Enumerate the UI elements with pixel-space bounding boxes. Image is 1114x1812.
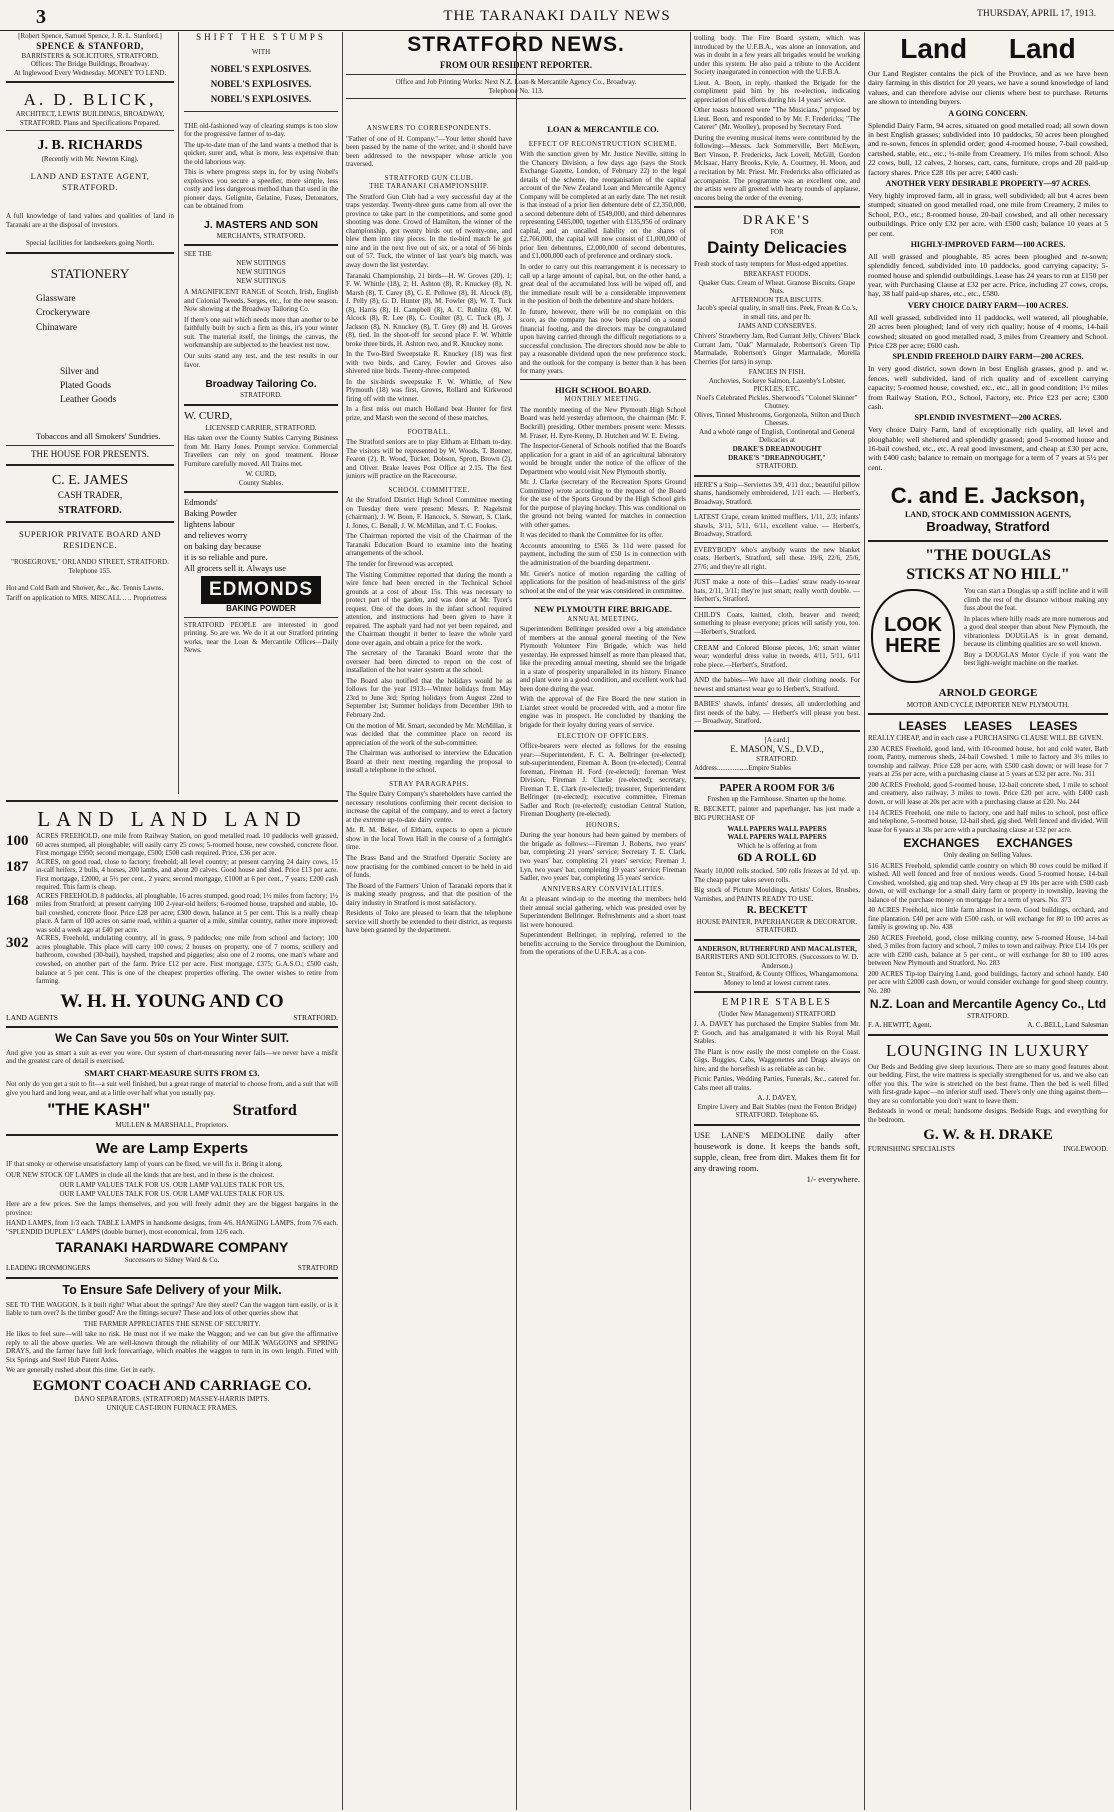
- a97-p: Very highly improved farm, all in grass, well subdivided; all but 4 acres been stumped; situated on good metalled road, one mile from Creamery, 2 miles to School, P.O., etc.; 8-roomed house, 20-bail cowshed, and all other necessary outbuildings. Price only £32 per acre, with £500 cash; balance 10 years at 5 per cent.: [868, 190, 1108, 238]
- milk-foot2: UNIQUE CAST-IRON FURNACE FRAMES.: [106, 1403, 238, 1412]
- masthead: [0, 0, 1114, 31]
- edmonds-line: and relieves worry: [184, 529, 248, 540]
- fire-cont-p1: trolling body. The Fire Board system, which was introduced by the U.F.B.A., was alone an innovation, and was in doubt in a few years all brigades would be working under this system. He also paid a tribute to the Accident Society inaugurated in connection with the U.F.B.A.: [694, 34, 860, 77]
- kash-bold: SMART CHART-MEASURE SUITS FROM £3.: [84, 1067, 260, 1078]
- bottom-p: Superintendent Bellringer, in replying, referred to the benefits accruing to the Service throughout the Dominion, from the operations of the U.F.B.A. as a con-: [520, 931, 686, 957]
- mason-addr: Address..................Empire Stables: [694, 764, 792, 772]
- land-acreage: 100: [6, 833, 29, 850]
- nz-agent: F. A. HEWITT, Agent.: [868, 1020, 932, 1029]
- egmont-name: EGMONT COACH AND CARRIAGE CO.: [32, 1377, 312, 1394]
- gun-p5: In a first miss out match Holland beat Hunter for first prize, and Marsh won the second of these matches.: [346, 405, 512, 422]
- luxury-p1: Our Beds and Bedding give sleep luxurious. There are so many good features about our bedding. First, the wire mattress is specially strengthened for us, and we also can offer you this. The wire is stretched on the best frame. Then the bed is well filled with first-grade kapoc—no inferior stuff used. There's only one thing against them—they are so comfortable you don't want to leave them.: [868, 1062, 1108, 1105]
- stratford-sub: FROM OUR RESIDENT REPORTER.: [439, 60, 593, 71]
- herbert-ad: HERE'S a Snip—Serviettes 3/9, 4/11 doz.; beautiful pillow shams, handsomely embroidered, 1/11 each. — Herbert's, Broadway, Stratford.: [694, 480, 860, 506]
- loan-head: LOAN & MERCANTILE CO.: [547, 124, 659, 134]
- edmonds-line: All grocers sell it. Always use: [184, 562, 286, 573]
- goods-item: Plated Goods: [60, 381, 111, 392]
- edmonds-line: it is so reliable and pure.: [184, 551, 268, 562]
- nz-name: N.Z. Loan and Mercantile Agency Co., Ltd: [869, 997, 1107, 1012]
- column-3: [346, 124, 512, 937]
- land-title: LAND LAND LAND: [37, 807, 307, 831]
- beckett-name: R. BECKETT: [746, 905, 808, 917]
- lamp-headline: We are Lamp Experts: [95, 1139, 249, 1157]
- lamp-talk: OUR LAMP VALUES TALK FOR US. OUR LAMP VALUES TALK FOR US.: [59, 1181, 285, 1190]
- douglas-text: [964, 585, 1108, 687]
- sc-p7: On the motion of Mr. Smart, seconded by Mr. McMillan, it was decided that the committee place on record its appreciation of the work of the sub-committee.: [346, 721, 512, 747]
- exch-p1: 516 ACRES Freehold, splendid cattle country on which 80 cows could be milked if wished. All well fenced and free of noxious weeds. Good 5-roomed house, 14-bail Cowshed, woolshed, gig and trap shed. Very cheap at £9 10s per acre with £500 cash down, or will exchange for a small dairy farm or property in township, leaving the balance of the purchase money on mortgage for a term of years. No. 373: [868, 861, 1108, 904]
- exch-p4: 200 ACRES Tip-top Dairying Land, good buildings, factory and school handy. £40 per acre with £2000 cash down, or would consider exchange for good sheep country. No. 280: [868, 969, 1108, 995]
- stray-p2: Mr. R. M. Beker, of Eltham, expects to open a picture show in the local Town Hall in the course of a fortnight's time.: [346, 826, 512, 852]
- drake-for: FOR: [770, 228, 784, 237]
- fire-p1: Superintendent Bellringer presided over a big attendance of members at the annual general meeting of the New Plymouth Volunteer Fire Brigade, which was held yesterday. He expressed himself as more than pleased that, like the preceding annual meeting, should see the brigade in a state of prosperity unparalleled in its history. Finance and plant were in a good condition, and excellent work had been done during the year.: [520, 625, 686, 693]
- herbert-ad: CHILD'S Coats, knitted, cloth, beaver and tweed; something to please everyone; prices will satisfy you, too. —Herbert's, Stratford.: [694, 610, 860, 636]
- young-name: W. H. H. YOUNG AND CO: [60, 990, 284, 1012]
- herbert-ad: AND the babies—We have all their clothing needs. For newest and smartest wear go to Herbert's, Stratford.: [694, 676, 860, 693]
- presents-line: THE HOUSE FOR PRESENTS.: [30, 449, 149, 460]
- corr-p: "Father of one of H. Company."—Your letter should have been passed by the name of the writer, and it should have been addressed to the newspaper whose article you traversed.: [346, 134, 512, 169]
- goods-item: Tobaccos and all Smokers' Sundries.: [36, 430, 161, 441]
- spence-note: At Inglewood Every Wednesday. MONEY TO LEND.: [13, 68, 167, 77]
- arnold-role: MOTOR AND CYCLE IMPORTER NEW PLYMOUTH.: [906, 700, 1070, 709]
- blick-text: ARCHITECT, LEWIS' BUILDINGS, BROADWAY, STRATFORD. Plans and Specifications Prepared.: [15, 110, 165, 127]
- hs-sub: MONTHLY MEETING.: [564, 395, 642, 404]
- beckett-p3: Nearly 10,000 rolls stocked. 500 rolls friezes at 1d yd. up. The cheap paper takes seven rolls.: [694, 866, 860, 884]
- lamp-p3: Here are a few prices. See the lamps themselves, and you will freely admit they are the biggest bargains in the province:: [6, 1200, 338, 1217]
- wall-papers: WALL PAPERS WALL PAPERS: [727, 833, 827, 842]
- land-listing: [6, 892, 338, 935]
- lamp-p1: IF that smoky or otherwise unsatisfactory lamp of yours can be fixed, we will fix it. Bring it along.: [6, 1160, 283, 1169]
- land-listing-text: ACRES, Freehold, undulating country, all in grass, 9 paddocks; one mile from school and factory; 100 acres ploughable. This place will carry 100 cows; 2 houses on property, one of 7 rooms, scullery and bathroom, cowshed (30-bail), hayshed, trapshed and piggeries; also one of 2 rooms, one man's whare and cowshed, on another part of the farm. Price £12 per acre. First mortgage, £375; G.A.S.O.; £500 cash, balance at 5 per cent. This is one of the cheapest properties offering. The owner wishes to retire from farming.: [36, 934, 338, 986]
- milk-headline: To Ensure Safe Delivery of your Milk.: [62, 1283, 282, 1298]
- drake-p1: Fresh stock of tasty tempters for Must-edged appetites.: [694, 259, 848, 268]
- nz-footer: [868, 1021, 1108, 1030]
- column-rule: [516, 32, 517, 1810]
- spence-partners: [Robert Spence, Samuel Spence, J. R. L. Stanford.]: [18, 32, 162, 40]
- conv-head: ANNIVERSARY CONVIVIALITIES.: [541, 884, 665, 893]
- edmonds-line: lightens labour: [184, 519, 235, 530]
- goods-item: Crockeryware: [36, 308, 90, 319]
- arnold-name: ARNOLD GEORGE: [938, 687, 1038, 700]
- column-6: [868, 32, 1108, 1154]
- paper-title: PAPER A ROOM FOR 3/6: [719, 782, 835, 794]
- young-town: STRATFORD.: [293, 1013, 338, 1023]
- nz-salesman: A. C. BELL, Land Salesman: [1027, 1020, 1108, 1029]
- inv-head: SPLENDID INVESTMENT—200 ACRES.: [914, 413, 1062, 423]
- boarding-apply: Tariff on application to MRS. MISCALL .. .. Proprietress: [6, 594, 167, 603]
- land-intro: Our Land Register contains the pick of the Province, and as we have been dairy farming in this district for 20 years, we have a sound knowledge of land values, and can therefore advise our clients where best to purchase. Returns are shown to intending buyers.: [868, 68, 1108, 107]
- beckett-role: HOUSE PAINTER, PAPERHANGER & DECORATOR. STRATFORD.: [696, 917, 858, 935]
- boarding-addr: "ROSEGROVE," ORLANDO STREET, STRATFORD. Telephone 155.: [11, 558, 169, 575]
- gc-p: Splendid Dairy Farm, 94 acres, situated on good metalled road; all sown down in best English grasses; subdivided into 10 paddocks, 50 acres been ploughed and re-sown, fences in splendid order; good 4-roomed house, 7-bail cowshed, cartshed, stable, etc., etc.; ½-mile from Creamery, 1½ miles from school. Also 22 cows, bull, 12 calves, 2 horses, cart, cans, furniture, crops and 20 paid-up factory shares. Price £28 10s per acre; £400 cash.: [868, 120, 1108, 177]
- richards-name: J. B. RICHARDS: [37, 138, 143, 154]
- gun-p1: The Stratford Gun Club had a very successful day at the traps yesterday. Twenty-three guns came from all over the province to take part in the competitions, and some good shooting was done. Crowd of Hamilton, the winner of the championship, got twenty birds out of twenty-one, and blew them into tiny pieces. In the tie-bird match he got nine and in the next five out of six, or a total of 56 birds out of 57. Tuck, the winner of last year's big match, was away down the list yesterday.: [346, 192, 512, 269]
- hs-p4: It was decided to thank the Committee for its offer.: [520, 531, 663, 540]
- goods-item: Silver and: [60, 366, 99, 377]
- sc-p3: The tender for firewood was accepted.: [346, 559, 454, 568]
- hon-p: During the year honours had been gained by members of the brigade as follows:—Fireman J. Roberts, two years' bar, completing 21 years' service; Secretary T. E. Clark, two years' bar, completing 21 years' service; Fireman J. Lyn, two years' bar, completing 19 years' service; Fireman Sadler, two years' bar, completing 15 years' service.: [520, 831, 686, 883]
- land-listing: [6, 934, 338, 985]
- tailoring-name: Broadway Tailoring Co.: [205, 379, 317, 391]
- lamp-company: TARANAKI HARDWARE COMPANY: [55, 1238, 289, 1255]
- herbert-ad: EVERYBODY who's anybody wants the new blanket coats. Herbert's, Stratford, sell these. 19/6, 22/6, 25/6, 27/6; and they're all right.: [694, 545, 860, 571]
- curd-p1: Has taken over the County Stables Carrying Business from Mr. Harry Jones. Prompt service. Commercial Travellers can rely on good treatment. House Furniture carefully moved. All Trains met.: [184, 434, 338, 468]
- lamp-p4: HAND LAMPS, from 1/3 each. TABLE LAMPS in handsome designs, from 4/6. HANGING LAMPS, from 7/6 each. "SPLENDID DUPLEX" LAMPS (double burner), most economical, from 12/6 each.: [6, 1219, 338, 1237]
- inv-p: Very choice Dairy Farm, land of exceptionally rich quality, all level and ploughable; well sheltered and splendidly grassed; good 5-roomed house and 16-bail cowshed, etc., etc. A real good investment, and cheap at £30 per acre, with £400 cash; balance to remain on mortgage for a term of 7 years at 5½ per cent.: [868, 425, 1108, 472]
- kash-proprietors: MULLEN & MARSHALL, Proprietors.: [115, 1121, 229, 1130]
- column-rule: [864, 32, 865, 1810]
- nobel-line: NOBEL'S EXPLOSIVES.: [210, 78, 312, 89]
- gwh-drake-footer: [868, 1145, 1108, 1154]
- empire-sub: (Under New Management) STRATFORD: [718, 1009, 836, 1018]
- fire-p3: Office-bearers were elected as follows for the ensuing year:—Superintendent, F. C. A. Bellringer (re-elected); sub-superintendent, Fireman A. Boon (re-elected); Central foreman, Fireman H. Ford (re-elected); foreman West Division, Fireman J. Clarke (re-elected); secretary, Fireman T. E. Clark (re-elected); treasurer, Superintendent Bellringer (re-elected); executive committee, Fireman Sadler and Roch (re-elected); custodian Central Station, Fireman Dougherty (re-elected).: [520, 742, 686, 819]
- stray-p4: The Board of the Farmers' Union of Taranaki reports that it is making steady progress, and that the position of the dairy industry in Stratford is most satisfactory.: [346, 881, 512, 907]
- richards-text2: Special facilities for landseekers going North.: [25, 239, 155, 248]
- land-acreage: 168: [6, 892, 29, 909]
- lamp-foot-left: LEADING IRONMONGERS: [6, 1264, 91, 1273]
- luxury-head: LOUNGING IN LUXURY: [885, 1040, 1091, 1060]
- empire-p3: Picnic Parties, Wedding Parties, Funerals, &c., catered for. Cabs meet all trains.: [694, 1075, 860, 1092]
- milk-p3: He likes to feel sure—will take no risk. He must not if we make the Waggon; and we can but give the affirmative reply to all the above queries. We are well-known through the reliability of our MILK WAGGONS and SPRING DRAYS, and the farmer have full lock forecarriage, which enables the waggon to turn in its own length. Fitted with Six Springs and Steel Hub Patent Axles.: [6, 1330, 338, 1364]
- stray-p5: Residents of Toko are pleased to learn that the telephone service will shortly be extended to their district, as requests have been granted by the department.: [346, 909, 513, 935]
- mason-name: E. MASON, V.S., D.V.D.,: [730, 744, 824, 755]
- drake-p2: Quaker Oats. Cream of Wheat. Granose Biscuits. Grape Nuts.: [698, 278, 856, 296]
- anderson-role: BARRISTERS AND SOLICITORS. (Successors to W. D. Anderson.): [695, 953, 859, 970]
- suitings-line: NEW SUITINGS: [236, 258, 286, 267]
- herbert-ad: LATEST Crape, cream knitted mufflers, 1/11, 2/3; infants' shawls, 3/11, 5/11, 6/11, excellent value. — Herbert's, Broadway, Stratford.: [694, 513, 860, 539]
- herbert-ad: CREAM and Colored Blouse pieces, 1/6; smart winter wear; wonderful dress value in tweeds, 4/11, 5/11, 6/11 robe piece.—Herbert's, Stratford.: [694, 643, 860, 669]
- drake-p3: Jacob's special quality, in small tins. Peek, Frean & Co.'s, in small tins, and per lb.: [696, 304, 858, 321]
- suitings-p1: A MAGNIFICENT RANGE of Scotch, Irish, English and Colonial Tweeds, Serges, etc., for the new season. Now showing at the Broadway Tailoring Co.: [184, 288, 338, 314]
- stratford-tel: Telephone No. 113.: [488, 86, 544, 95]
- issue-date: THURSDAY, APRIL 17, 1913.: [977, 9, 1096, 19]
- douglas-head2: STICKS AT NO HILL": [906, 566, 1070, 584]
- goods-item: Glassware: [36, 294, 76, 305]
- kash-town: Stratford: [232, 1102, 297, 1120]
- curd-role: LICENSED CARRIER, STRATFORD.: [205, 423, 317, 432]
- sc-p8: The Chairman was authorised to interview the Education Board at their next meeting regarding the proposal to install a telephone in the school.: [346, 749, 512, 775]
- curd-stables: County Stables.: [238, 478, 284, 487]
- gwh-drake-town: INGLEWOOD.: [1063, 1144, 1108, 1153]
- drake-banner: Dainty Delicacies: [707, 237, 847, 257]
- edmonds-line: on baking day because: [184, 540, 262, 551]
- gwh-drake-name: G. W. & H. DRAKE: [923, 1127, 1053, 1144]
- stratford-header: [346, 32, 686, 102]
- column-4: [520, 124, 686, 959]
- page-number: 3: [36, 6, 46, 28]
- drake-p5: Anchovies, Sockeye Salmon, Lazenby's Lobster.: [708, 376, 846, 385]
- exch-head: EXCHANGES EXCHANGES: [903, 836, 1073, 851]
- lamp-succ: Successors to Sidney Ward & Co.: [124, 1255, 220, 1264]
- sc-p5: The secretary of the Taranaki Board wrote that the overseer had been directed to report on the cost of installation of the hot water system at the school.: [346, 649, 512, 675]
- hs-p2: The Inspector-General of Schools notified that the Board's application for a grant in aid of an agricultural laboratory would be brought under the notice of the officer of the Department who would visit New Plymouth shortly.: [520, 442, 686, 476]
- gun-p3: In the Two-Bird Sweepstake R. Knuckey (18) was first with two birds, and Carey, Fowler and Groves also shivered nine birds. Twenty-three competed.: [346, 350, 512, 376]
- drake-foot2: DRAKE'S "DREADNOUGHT,": [728, 453, 826, 462]
- edmonds-logo-text: EDMONDS: [201, 576, 321, 604]
- exch-sub: Only dealing on Selling Values.: [943, 850, 1033, 859]
- corr-head: ANSWERS TO CORRESPONDENTS.: [366, 124, 492, 132]
- column-1: [6, 32, 174, 605]
- leases-p2: 200 ACRES Freehold, good 5-roomed house, 12-bail concrete shed, 1 mile to school and creamery, also railway, 3 miles to town. Price £20 per acre, with £400 cash down, or will lease at 20s per acre with a purchasing clause at £20. No. 244: [868, 780, 1108, 806]
- kash-headline: We Can Save you 50s on Your Winter SUIT.: [55, 1033, 289, 1046]
- sc-p4: The Visiting Committee reported that during the month a wire fence had been erected in the Technical School grounds at a cost of about 15s. This was necessary to protect part of the garden, and was done at Mr. Tyrer's request. One of the doors in the infant school required attention, and instructions had been given to have it repaired. The asphalt yard had not yet been repaired, and the Chairman thought it better to leave the whole yard done over again, and obtain a price for the work.: [346, 570, 512, 647]
- edmonds-logo-sub: BAKING POWDER: [226, 603, 296, 613]
- sc-p2: The Chairman reported the visit of the Chairman of the Taranaki Education Board to examine into the heating arrangements of the school.: [346, 532, 512, 558]
- curd-name: W. CURD,: [184, 409, 233, 422]
- lamp-foot-right: STRATFORD: [297, 1264, 338, 1273]
- empire-sign: A. J. DAVEY,: [757, 1094, 797, 1103]
- newspaper-title: THE TARANAKI DAILY NEWS: [443, 8, 671, 24]
- suitings-p3: Our suits stand any test, and the test results in our favor.: [184, 351, 338, 369]
- land-listing-text: ACRES, on good road, close to factory; freehold; all level country; at present carrying 24 dairy cows, 15 in-calf heifers, 2 bulls, 4 horses, 200 lambs, and about 20 calves. Good house and shed. Price £13 per acre. First mortgage, £2000, at 5½ per cent., 2 years; second mortgage, £1000 at 6 per cent., 7 years; £200 cash required. This farm is cheap.: [36, 857, 338, 892]
- young-footer: [6, 1013, 338, 1022]
- curd-sign: W. CURD,: [245, 470, 277, 479]
- masters-role: MERCHANTS, STRATFORD.: [216, 231, 306, 240]
- richards-agent: LAND AND ESTATE AGENT, STRATFORD.: [30, 171, 150, 192]
- paper-sub: Freshen up the Farmhouse. Smarten up the home.: [707, 794, 847, 803]
- hs-head: HIGH SCHOOL BOARD.: [554, 384, 652, 395]
- anderson-name: ANDERSON, RUTHERFURD AND MACALISTER,: [697, 944, 857, 953]
- nobel-list: [184, 62, 338, 108]
- kash-p1: And give you as smart a suit as ever you wore. Our system of chart-measuring never fails—we never have a misfit and the greatest care of detail is exercised.: [6, 1048, 338, 1066]
- loan-sub: EFFECT OF RECONSTRUCTION SCHEME.: [528, 139, 678, 148]
- douglas-p1: You can start a Douglas up a stiff incline and it will climb the rest of the distance without making any fuss about the feat.: [964, 587, 1108, 613]
- stray-p3: The Brass Band and the Stratford Operatic Society are now practising for the combined concert to be held in aid of funds.: [346, 853, 512, 880]
- gun-p4: In the six-birds sweepstake F. W. Whittle, of New Plymouth (18) was first, Groves, Rollard and Kirkwood firing off with the winner.: [346, 377, 512, 403]
- land-acreage: 302: [6, 935, 29, 952]
- nz-town: STRATFORD.: [967, 1012, 1009, 1021]
- fire-cont-p3: Other toasts honored were "The Musicians," proposed by Lieut. Boon, and responded to by Mr. F. Fredericks; "The Caterer" (Mr. Woolley), proposed by Secretary Ford.: [694, 106, 860, 132]
- boarding-title: SUPERIOR PRIVATE BOARD AND RESIDENCE.: [18, 529, 162, 550]
- edmonds-logo: [184, 576, 338, 613]
- a200-p: In very good district, sown down in best English grasses, good p. and w. fences, well subdivided, land of rich quality and of excellent carrying capacity; 5-roomed house, cowshed, etc., etc., all in good condition; 1½ miles from Railway Station, P.O., School, Factory, etc. Price £23 per acre; £300 cash.: [868, 364, 1108, 411]
- column-2: [184, 32, 338, 657]
- fire-sub: ANNUAL MEETING.: [567, 614, 639, 623]
- lamp-footer: [6, 1264, 338, 1273]
- stratford-people: STRATFORD PEOPLE are interested in good printing. So are we. We do it at our Stratford printing works, near the Loan & Mercantile Offices—Daily News.: [184, 620, 338, 655]
- goods-item: Chinaware: [36, 322, 78, 333]
- a200-head: SPLENDID FREEHOLD DAIRY FARM—200 ACRES.: [892, 352, 1084, 362]
- fire-cont-p2: Lieut. A. Boon, in reply, thanked the Brigade for the compliment paid him by his re-election, indicating appreciation of his efforts during his 14 years' service.: [694, 78, 860, 104]
- stumps-p1: THE old-fashioned way of clearing stumps is too slow for the progressive farmer of to-day.: [184, 121, 338, 139]
- edmonds-line: Baking Powder: [184, 508, 237, 519]
- gun-p2: Taranaki Championship, 21 birds—H. W. Groves (20), 1; F. W. Whittle (18), 2; H. Ashton (8), R. Knuckey (8), N. Marsh (8), T. Carey (8), C. E. Pellowe (8), H. Alcock (8), J. Pelly (8), G. D. Hunter (8), M. Fowler (8), W. T. Tuck (8), Harris (8), H. Campbell (8), A. C. Rublitz (8), W. Alcock (8), R. Lee (8), C. Coulter (8), C. Tuck (8), J. Jackson (8), N. Knuckey (8), T. Grey (8) and H. Groves (8), tied. In the shoot-off for second place F. W. Whittle broke three birds, H. Ashton two, and R. Knuckey none.: [346, 271, 512, 348]
- goods-list: [6, 292, 174, 442]
- a97-head: ANOTHER VERY DESIRABLE PROPERTY—97 ACRES.: [885, 179, 1091, 188]
- look-here-badge: [868, 585, 958, 687]
- stratford-office: Office and Job Printing Works: Next N.Z. Loan & Mercantile Agency Co., Broadway.: [395, 78, 637, 87]
- empire-title: EMPIRE STABLES: [722, 997, 832, 1009]
- kash-sign: [6, 1099, 338, 1121]
- drake-foot3: STRATFORD.: [756, 462, 798, 471]
- beckett-p1: R. BECKETT, painter and paperhanger, has just made a BIG PURCHASE OF: [694, 805, 860, 822]
- stray-p1: The Squire Dairy Company's shareholders have carried the necessary resolutions confirming their recent decision to increase the capital of the company, and to erect a factory at the extreme up-to-date dairy centre.: [346, 790, 512, 824]
- land-land-title: Land Land: [900, 33, 1076, 64]
- stumps-p3: This is where progress steps in, for by using Nobel's explosives you secure a speedier, more simple, less costly and less dangerous method than that used in the pioneer days. Gelignite, Gelatine, Fuses, Detonators, can be obtained from: [184, 168, 338, 211]
- exch-p2: 40 ACRES Freehold, nice little farm almost in town. Good buildings, orchard, and fine plantation. £40 per acre with £500 cash, or will exchange for 80 to 100 acres as family is growing up. No. 438: [868, 906, 1108, 932]
- drake-name: DRAKE'S: [742, 212, 812, 228]
- shift-with: WITH: [251, 48, 271, 57]
- jackson-role: LAND, STOCK AND COMMISSION AGENTS,: [904, 509, 1072, 519]
- stumps-p2: The up-to-date man of the land wants a method that is quicker, surer and, what is more, less expensive than the old laborious way.: [184, 140, 338, 166]
- wall-papers: WALL PAPERS WALL PAPERS: [727, 824, 827, 833]
- leases-p1: 230 ACRES Freehold, good land, with 10-roomed house, hot and cold water, Bath room, Pantry, numerous sheds, 24-bail Cowshed. 1 mile to factory and 3½ miles to township and railway. Price £28 per acre, with £500 cash down; or will lease for 7 years at 25s per acre, with a purchasing clause at 5 years at £32 per acre. No. 311: [868, 744, 1108, 779]
- herbert-ad: JUST make a note of this—Ladies' straw ready-to-wear hats, 2/11, 3/11; they're just smart; really worth double. —Herbert's, Stratford.: [694, 578, 860, 604]
- edmonds-line: Edmonds': [184, 497, 218, 508]
- douglas-p3: Buy a DOUGLAS Motor Cycle if you want the best light-weight machine on the market.: [964, 650, 1108, 668]
- exch-p3: 260 ACRES Freehold, good, close milking country, new 5-roomed House, 14-bail shed, 3 miles from factory and school, 7 miles to town and railway. Price £14 10s per acre with £200 cash, balance at 5 per cent., or will exchange for 80 to 100 acres between New Plymouth and Stratford. No. 283: [868, 933, 1108, 968]
- suitings-line: NEW SUITINGS: [236, 268, 286, 277]
- drake-p8: And a whole range of English, Continental and General Delicacies at: [699, 427, 855, 445]
- james-town: STRATFORD.: [58, 505, 122, 516]
- drake-foot1: DRAKE'S DREADNOUGHT: [732, 444, 822, 453]
- look-here-text: LOOK HERE: [871, 589, 955, 683]
- land-listing: [6, 858, 338, 892]
- loan-p2: In order to carry out this rearrangement it is necessary to call up a large amount of capital, but, on the other hand, a great deal of the accumulated loss will be wiped off, and the immediate result will be a considerable improvement in the position of both the debenture and share holders.: [520, 262, 686, 306]
- drake-b4: FANCIES IN FISH.: [748, 368, 806, 377]
- suitings-see: SEE THE: [184, 250, 212, 259]
- land-block: [6, 800, 338, 1413]
- mason-town: STRATFORD.: [756, 755, 798, 764]
- foot-p: The Stratford seniors are to play Eltham at Eltham to-day. The visitors will be represented by W. Woods, T. Bonner, Fearon (2), R. Wood, Tucker, Dobson, Sprott, Brown (2), and Oliver. Brake leaves Post Office at 2.15. The first juniors will practice on the Racecourse.: [346, 438, 512, 481]
- nobel-line: NOBEL'S EXPLOSIVES.: [210, 94, 312, 105]
- lane-p2: 1/- everywhere.: [806, 1174, 860, 1185]
- tailoring-town: STRATFORD.: [240, 391, 282, 400]
- blick-name: A. D. BLICK,: [23, 90, 157, 110]
- kash-name: "THE KASH": [47, 1100, 151, 1120]
- kash-p2: Not only do you get a suit to fit—a suit well finished, but a great range of material to choose from, and a suit that will give you hard and long wear, and at a little over half what you usually pay.: [6, 1080, 338, 1097]
- vc-p: All well grassed, subdivided into 11 paddocks, well watered, all ploughable, 20 acres been ploughed; land of very rich quality; house of 4 rooms, 14-bail cowshed; situated on good metalled road, 3 miles from Creamery and School. Price £28 per acre; £600 cash.: [868, 312, 1108, 350]
- conv-p: At a pleasant wind-up to the meeting the members held their annual social gathering, which was presided over by Superintendent Bellringer. Refreshments and a short toast list were honoured.: [520, 895, 686, 929]
- gun-sub: THE TARANAKI CHAMPIONSHIP.: [369, 182, 489, 191]
- land-listing-text: ACRES FREEHOLD, one mile from Railway Station, on good metalled road. 10 paddocks well grassed, 60 acres stumped, all ploughable; will easily carry 25 cows; 5-roomed house, new cowshed, concrete floor. First mortgage £950; second mortgage, £500; £500 cash required. Price, £36 per acre.: [36, 832, 338, 858]
- vc-head: VERY CHOICE DAIRY FARM—100 ACRES.: [907, 300, 1069, 310]
- column-5: [694, 32, 860, 1185]
- hon-head: HONORS.: [585, 820, 621, 829]
- fire-p2: With the approval of the Fire Board the new station in Liardet street would be proceeded with, and a motor fire engine was in prospect. He concluded by thanking the brigade for their loyalty during years of service.: [520, 695, 686, 729]
- drake-p6: Noel's Celebrated Pickles. Sherwood's "Colonel Skinner" Chutney.: [696, 393, 858, 411]
- edmonds-ad: [184, 497, 338, 573]
- hs-p5: Accounts amounting to £565 3s 11d were passed for payment, including the sum of £50 1s in connection with the administration of the boarding department.: [520, 541, 686, 567]
- beckett-p2: Which he is offering at from: [737, 841, 817, 850]
- hs-p3: Mr. J. Clarke (secretary of the Recreation Sports Ground Committee) wrote according to the request of the Board for the use of the Sports Ground by the High School girls for the purpose of playing hockey. This was conditional on the ground not being wanted for matches in connection with other games.: [520, 478, 686, 529]
- land-acreage: 187: [6, 858, 29, 875]
- gun-head: STRATFORD GUN CLUB.: [384, 173, 474, 182]
- sc-p6: The Board also notified that the holidays would be as follows for the year 1913:—Winter holidays from May 23rd to June 3rd; Spring holidays from August 22nd to September 1st; Summer holidays from December 19th to February 2nd.: [346, 676, 512, 719]
- lane-p1: USE LANE'S MEDOLINE daily after housework is done. It keeps the hands soft, supple, clean, free from dirt. Makes them fit for any drawing room.: [694, 1129, 860, 1174]
- anderson-addr: Fenton St., Stratford, & County Offices, Whangamomona.: [695, 970, 859, 979]
- empire-sign2: Empire Livery and Bait Stables (next the Fenton Bridge) STRATFORD. Telephone 65.: [697, 1102, 857, 1120]
- richards-text: A full knowledge of land values and qualities of land in Taranaki are at the disposal of investors.: [6, 212, 174, 229]
- leases-p3: 114 ACRES Freehold, one mile to factory, one and half miles to school, post office and telephone, 5-roomed house, 12-bail shed, gig shed. Well fenced and divided. Will lease for 6 years at 30s per acre with a purchasing clause at £32 per acre.: [868, 808, 1108, 834]
- jackson-town: Broadway, Stratford: [926, 519, 1050, 535]
- foot-head: FOOTBALL.: [407, 427, 451, 436]
- leases-sub: REALLY CHEAP, and in each case a PURCHASING CLAUSE WILL BE GIVEN.: [868, 734, 1103, 743]
- lamp-talk: OUR LAMP VALUES TALK FOR US. OUR LAMP VALUES TALK FOR US.: [59, 1189, 285, 1198]
- nobel-line: NOBEL'S EXPLOSIVES.: [210, 63, 312, 74]
- spence-offices: Offices: The Bridge Buildings, Broadway.: [30, 60, 150, 69]
- empire-p1: J. A. DAVEY has purchased the Empire Stables from Mr. P. Gooch, and has amalgamated it with his Royal Mail Stables.: [694, 1020, 860, 1046]
- column-rule: [690, 32, 691, 1810]
- loan-p1: With the sanction given by Mr. Justice Neville, sitting in the Chancery Division, a few days ago (says the Stock Exchange Gazette, London, of February 22) to the legal details of the scheme, the reorganisation of the capital account of the New Zealand Loan and Mercantile Agency Company will be completed at an early date. The net result is that instead of a prior lien debenture debt of £2,350,000, a second debenture debt of £549,000, and third debentures representing £465,000, together with £135,956 of ordinary capital, and an uncalled liability on the shares of £2,766,000, the capital will now consist of £1,000,000 of prior lien debentures, £2,000,000 of second debentures, and £1,000,000 each of preference and ordinary stock.: [520, 150, 686, 261]
- masters-name: J. MASTERS AND SON: [204, 218, 318, 231]
- james-role: CASH TRADER,: [57, 489, 123, 500]
- drake-p4: Chivers' Strawberry Jam, Red Currant Jelly, Chivers' Black Currant Jam, "Oak" Marmalade, Robertson's Green Tip Marmalade, Robertson's Ginger Marmalade, Morella Cherries (for tarts) in syrup.: [694, 332, 860, 366]
- sc-head: SCHOOL COMMITTEE.: [388, 485, 470, 494]
- richards-note: (Recently with Mr. Newton King).: [41, 154, 139, 163]
- drake-b2: AFTERNOON TEA BISCUITS.: [731, 295, 823, 304]
- column-rule: [342, 32, 343, 1810]
- douglas-head1: "THE DOUGLAS: [925, 546, 1051, 564]
- land-listing: [6, 832, 338, 858]
- drake-b3: JAMS AND CONSERVES.: [737, 321, 817, 330]
- goods-item: Leather Goods: [60, 395, 117, 406]
- leases-head: LEASES LEASES LEASES: [898, 719, 1078, 734]
- douglas-body: [868, 585, 1108, 687]
- james-name: C. E. JAMES: [51, 473, 129, 489]
- suitings-line: NEW SUITINGS: [236, 277, 286, 286]
- drake-b1: BREAKFAST FOODS.: [743, 270, 811, 279]
- empire-p2: The Plant is now easily the most complete on the Coast. Gigs, Buggies, Cabs, Waggonettes and Drags always on hire, and the horseflesh is as reliable as can be.: [694, 1047, 860, 1073]
- land-listing-text: ACRES FREEHOLD, 8 paddocks, all ploughable, 16 acres stumped, good road; 1½ miles from factory; 1½ miles from Stratford; at present carrying 100 2-year-old heifers; 6-roomed house, trapshed and stable, 10-bail cowshed, concrete floor. Price £28 per acre; £300 down, balance at 5 per cent. This is a really cheap place. A farm of 100 acres on same road, within a quarter of a mile, similar country, rather more improved; was sold a week ago at £40 per acre.: [36, 891, 338, 934]
- spence-role: BARRISTERS & SOLICITORS, STRATFORD.: [21, 51, 159, 60]
- gc-head: A GOING CONCERN.: [948, 108, 1028, 118]
- milk-p4: We are generally rushed about this time. Get in early.: [6, 1366, 155, 1375]
- stray-head: STRAY PARAGRAPHS.: [389, 779, 469, 788]
- drake-b5: PICKLES, ETC.: [753, 385, 801, 394]
- loan-p3: In future, however, there will be no complaint on this score, as the company has now been placed on a sound financial footing, and the directors may be congratulated upon having carried through the difficult negotiations to a successful conclusion. The directors should now be able to pay a reasonable dividend upon the new preference stock, and the outlook for the company is better than it has been for many years.: [520, 307, 686, 376]
- roll-price: 6D A ROLL 6D: [737, 850, 817, 865]
- spence-firm: SPENCE & STANFORD,: [36, 40, 144, 51]
- anderson-money: Money to lend at lowest current rates.: [724, 978, 830, 987]
- hs-p1: The monthly meeting of the New Plymouth High School Board was held yesterday afternoon, the chairman (Mr. F. Bockrill) presiding. Other members present were: Messrs. M. Fraser, H. Eyre-Kenny, D. Hutchen and W. E. Ewing.: [520, 405, 686, 440]
- a100-head: HIGHLY-IMPROVED FARM—100 ACRES.: [910, 239, 1066, 249]
- shift-title: SHIFT THE STUMPS: [196, 32, 326, 42]
- suitings-p2: If there's one suit which needs more than another to be faithfully built by such a firm as this, it's your winter suit. The material itself, the linings, the canvas, the workmanship are subjected to the heaviest test now.: [184, 315, 338, 350]
- suitings-list: [184, 259, 338, 286]
- a100-p: All well grassed and ploughable, 85 acres been ploughed and re-sown; splendidly fenced, subdivided into 10 paddocks, good carrying capacity; 5-roomed house and splendid outbuildings. Lease has 24 years to run at £150 per year, with Purchasing Clause at £32 per acre. Price, including 27 cows, crops, hay, 38 half paid-up shares, etc., etc., £580.: [868, 251, 1108, 299]
- milk-p1: SEE TO THE WAGGON. Is it built right? What about the springs? Are they steel? Can the waggon turn easily, or is it liable to turn over? Is the timber good? Are the fittings secure? These and lots of other queries show that: [6, 1300, 338, 1318]
- boarding-text: Hot and Cold Bath and Shower, &c., &c. Tennis Lawns.: [6, 583, 164, 592]
- sc-p1: At the Stratford District High School Committee meeting on Tuesday there were present: Messrs. P. Nagelsmit (chairman), J. W. Boon, F. Hancock, S. Stewart, S. Clark, J. Jones, C. Benall, J. W. McMillan, and T. C. Fookes.: [346, 496, 512, 530]
- milk-foot1: DANO SEPARATORS. (STRATFORD) MASSEY-HARRIS IMPTS.: [74, 1395, 270, 1404]
- milk-p2: THE FARMER APPRECIATES THE SENSE OF SECURITY.: [83, 1319, 261, 1328]
- beckett-p4: Big stock of Picture Mouldings, Artists' Colors, Brushes, Varnishes, and PAINTS READY TO USE.: [694, 886, 860, 903]
- jackson-name: C. and E. Jackson,: [890, 483, 1086, 509]
- stationery-heading: STATIONERY: [50, 265, 130, 281]
- young-role: LAND AGENTS: [6, 1013, 58, 1023]
- column-rule: [178, 32, 179, 794]
- lamp-p2: OUR NEW STOCK OF LAMPS in clude all the kinds that are best, and in these is the choicest.: [6, 1170, 275, 1179]
- fire-cont-p4: During the evening musical items were contributed by the following:—Messrs. Jack Sommerville, Bert McEwen, Bert Vinson, P. Fredericks, Jack Lovell, McGill, Gordon McIsaac, Harry Brooks, Kyle, A. Courtney, H. Moon, and a recitation by Mr. Priest. Mr. Fredericks also officiated as accompanist. The programme was an excellent one, and the artists were all greeted with hearty rounds of applause, encores being the order of the evening.: [694, 133, 860, 202]
- stratford-banner: STRATFORD NEWS.: [407, 33, 625, 56]
- douglas-p2: In places where hilly roads are more numerous and a good deal steeper than about New Plymouth, the vibrationless DOUGLAS is in great demand, because its climbing qualities are so well known.: [964, 614, 1108, 649]
- gwh-drake-role: FURNISHING SPECIALISTS: [868, 1144, 955, 1153]
- mason-card: [A card.]: [764, 735, 790, 744]
- fire-elec: ELECTION OF OFFICERS.: [557, 731, 649, 740]
- fire-head: NEW PLYMOUTH FIRE BRIGADE.: [534, 604, 672, 615]
- herbert-ad: BABIES' shawls, infants' dresses, all underclothing and first needs of the baby. — Herbert's will please you best. — Broadway, Stratford.: [694, 700, 860, 726]
- luxury-p2: Bedsteads in wood or metal; handsome designs. Bedside Rugs, and everything for the bedroom.: [868, 1107, 1108, 1124]
- drake-p7: Olives, Tinned Mushrooms, Gorgonzola, Stilton and Dutch Cheeses.: [694, 410, 860, 428]
- hs-p6: Mr. Greer's notice of motion regarding the calling of applications for the position of head-mistress of the girls' school at the end of the year was considered in committee.: [520, 569, 686, 595]
